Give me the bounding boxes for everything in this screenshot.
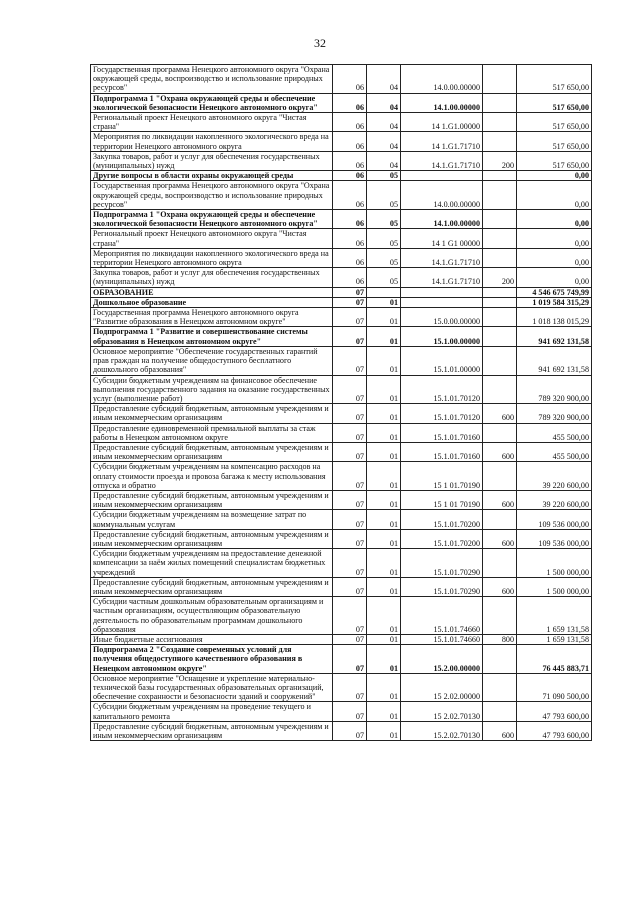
row-section: 06 (333, 171, 367, 181)
row-expense-type (483, 346, 517, 375)
row-section: 07 (333, 462, 367, 491)
row-amount: 47 793 600,00 (517, 721, 592, 740)
row-amount: 4 546 675 749,99 (517, 287, 592, 297)
row-target-article: 15.1.01.74660 (401, 634, 483, 644)
row-name: Предоставление субсидий бюджетным, автономным учреждениям и иным некоммерческим организациям (91, 529, 333, 548)
row-target-article (401, 297, 483, 307)
row-target-article (401, 287, 483, 297)
row-subsection (367, 287, 401, 297)
row-section: 06 (333, 268, 367, 287)
row-section: 07 (333, 490, 367, 509)
row-subsection: 05 (367, 171, 401, 181)
row-section: 07 (333, 597, 367, 635)
row-name: Закупка товаров, работ и услуг для обеспечения государственных (муниципальных) нужд (91, 268, 333, 287)
row-expense-type (483, 93, 517, 112)
row-expense-type: 600 (483, 529, 517, 548)
row-name: Основное мероприятие "Оснащение и укрепление материально-технической базы государственных образовательных организаций, обеспечение сохранности и безопасности зданий и сооружений" (91, 673, 333, 702)
row-section: 07 (333, 375, 367, 404)
table-row (91, 702, 592, 721)
row-subsection: 01 (367, 673, 401, 702)
row-amount: 517 650,00 (517, 113, 592, 132)
row-target-article: 15.1.01.70120 (401, 404, 483, 423)
row-target-article: 15.2.00.00000 (401, 645, 483, 674)
row-target-article: 15.1.01.70290 (401, 549, 483, 578)
row-subsection: 01 (367, 308, 401, 327)
row-amount: 517 650,00 (517, 151, 592, 170)
row-section: 06 (333, 65, 367, 94)
row-name: Предоставление субсидий бюджетным, автономным учреждениям и иным некоммерческим организациям (91, 490, 333, 509)
row-name: Дошкольное образование (91, 297, 333, 307)
row-subsection: 01 (367, 375, 401, 404)
row-target-article: 15.1.01.70200 (401, 529, 483, 548)
row-amount: 71 090 500,00 (517, 673, 592, 702)
table-row (91, 442, 592, 461)
row-section: 06 (333, 93, 367, 112)
row-name: Государственная программа Ненецкого автономного округа "Охрана окружающей среды, воспроизводство и использование природных ресурсов" (91, 65, 333, 94)
row-expense-type (483, 113, 517, 132)
row-section: 07 (333, 346, 367, 375)
row-expense-type: 600 (483, 577, 517, 596)
row-subsection: 01 (367, 442, 401, 461)
row-subsection: 01 (367, 404, 401, 423)
page-number: 32 (314, 36, 326, 50)
row-section: 06 (333, 151, 367, 170)
row-expense-type (483, 327, 517, 346)
row-name: Иные бюджетные ассигнования (91, 634, 333, 644)
row-subsection: 04 (367, 151, 401, 170)
row-subsection: 04 (367, 132, 401, 151)
row-target-article: 14 1 G1 00000 (401, 229, 483, 248)
row-section: 07 (333, 308, 367, 327)
row-name: Региональный проект Ненецкого автономного округа "Чистая страна" (91, 113, 333, 132)
row-amount: 455 500,00 (517, 423, 592, 442)
row-target-article: 14.0.00.00000 (401, 181, 483, 210)
row-expense-type (483, 65, 517, 94)
row-expense-type: 600 (483, 442, 517, 461)
row-subsection: 05 (367, 181, 401, 210)
row-subsection: 01 (367, 297, 401, 307)
table-row (91, 462, 592, 491)
row-amount: 1 019 584 315,29 (517, 297, 592, 307)
table-row (91, 375, 592, 404)
table-row (91, 308, 592, 327)
table-row (91, 229, 592, 248)
row-subsection: 01 (367, 462, 401, 491)
row-subsection: 01 (367, 423, 401, 442)
row-name: Закупка товаров, работ и услуг для обеспечения государственных (муниципальных) нужд (91, 151, 333, 170)
row-name: Предоставление субсидий бюджетным, автономным учреждениям и иным некоммерческим организациям (91, 404, 333, 423)
row-target-article: 15.2.02.70130 (401, 721, 483, 740)
row-subsection: 01 (367, 529, 401, 548)
row-target-article: 14.1.G1.71710 (401, 248, 483, 267)
row-name: Мероприятия по ликвидации накопленного экологического вреда на территории Ненецкого автономного округа (91, 248, 333, 267)
row-target-article: 15.1.01.70290 (401, 577, 483, 596)
row-amount: 789 320 900,00 (517, 404, 592, 423)
row-name: Субсидии частным дошкольным образовательным организациям и частным организациям, осуществляющим образовательную деятельность по образовательным программам дошкольного образования (91, 597, 333, 635)
row-subsection: 05 (367, 248, 401, 267)
row-target-article: 14.1.00.00000 (401, 210, 483, 229)
table-row (91, 210, 592, 229)
row-subsection: 01 (367, 490, 401, 509)
table-row (91, 287, 592, 297)
row-amount: 39 220 600,00 (517, 490, 592, 509)
row-section: 06 (333, 210, 367, 229)
row-subsection: 05 (367, 210, 401, 229)
row-expense-type (483, 510, 517, 529)
row-target-article: 14.1.G1.71710 (401, 151, 483, 170)
row-amount: 0,00 (517, 181, 592, 210)
row-subsection: 01 (367, 702, 401, 721)
row-expense-type: 200 (483, 151, 517, 170)
row-name: Другие вопросы в области охраны окружающей среды (91, 171, 333, 181)
row-target-article: 15 2.02.70130 (401, 702, 483, 721)
row-amount: 1 500 000,00 (517, 549, 592, 578)
row-section: 07 (333, 529, 367, 548)
table-row (91, 346, 592, 375)
row-section: 07 (333, 297, 367, 307)
row-subsection: 01 (367, 634, 401, 644)
row-name: Субсидии бюджетным учреждениям на компенсацию расходов на оплату стоимости проезда и провоза багажа к месту использования отпуска и обратно (91, 462, 333, 491)
table-row (91, 171, 592, 181)
row-expense-type (483, 308, 517, 327)
row-subsection: 05 (367, 229, 401, 248)
row-expense-type: 200 (483, 268, 517, 287)
budget-table (90, 64, 592, 741)
row-target-article: 15.1.01.70160 (401, 423, 483, 442)
row-expense-type (483, 248, 517, 267)
row-expense-type (483, 597, 517, 635)
row-amount: 0,00 (517, 268, 592, 287)
table-row (91, 510, 592, 529)
row-section: 07 (333, 549, 367, 578)
table-row (91, 181, 592, 210)
row-section: 07 (333, 577, 367, 596)
row-name: Субсидии бюджетным учреждениям на возмещение затрат по коммунальным услугам (91, 510, 333, 529)
row-target-article: 15.1.01.00000 (401, 346, 483, 375)
table-row (91, 597, 592, 635)
row-target-article: 15.1.01.70200 (401, 510, 483, 529)
row-subsection: 05 (367, 268, 401, 287)
row-section: 06 (333, 229, 367, 248)
row-name: Подпрограмма 1 "Охрана окружающей среды и обеспечение экологической безопасности Ненецкого автономного округа" (91, 93, 333, 112)
row-subsection: 01 (367, 645, 401, 674)
row-amount: 517 650,00 (517, 93, 592, 112)
row-subsection: 01 (367, 597, 401, 635)
row-amount: 0,00 (517, 229, 592, 248)
table-row (91, 490, 592, 509)
row-name: Субсидии бюджетным учреждениям на финансовое обеспечение выполнения государственного задания на оказание государственных услуг (выполнение работ) (91, 375, 333, 404)
row-subsection: 01 (367, 327, 401, 346)
row-subsection: 01 (367, 346, 401, 375)
row-amount: 109 536 000,00 (517, 510, 592, 529)
row-amount: 47 793 600,00 (517, 702, 592, 721)
table-row (91, 634, 592, 644)
row-target-article: 14.1.00.00000 (401, 93, 483, 112)
table-row (91, 113, 592, 132)
row-section: 07 (333, 327, 367, 346)
row-target-article: 14.0.00.00000 (401, 65, 483, 94)
row-expense-type (483, 297, 517, 307)
row-expense-type (483, 673, 517, 702)
row-target-article: 15.0.00.00000 (401, 308, 483, 327)
row-expense-type (483, 423, 517, 442)
row-amount: 76 445 883,71 (517, 645, 592, 674)
row-target-article: 15.1.01.70120 (401, 375, 483, 404)
row-subsection: 01 (367, 510, 401, 529)
row-expense-type (483, 462, 517, 491)
table-row (91, 248, 592, 267)
row-expense-type: 600 (483, 404, 517, 423)
row-target-article: 15 1 01 70190 (401, 490, 483, 509)
row-section: 07 (333, 510, 367, 529)
row-target-article: 15 2.02.00000 (401, 673, 483, 702)
row-subsection: 01 (367, 577, 401, 596)
row-amount: 517 650,00 (517, 132, 592, 151)
row-name: Региональный проект Ненецкого автономного округа "Чистая страна" (91, 229, 333, 248)
row-amount: 109 536 000,00 (517, 529, 592, 548)
row-amount: 1 659 131,58 (517, 634, 592, 644)
row-expense-type: 600 (483, 490, 517, 509)
row-name: ОБРАЗОВАНИЕ (91, 287, 333, 297)
row-section: 07 (333, 287, 367, 297)
row-target-article: 14 1.G1.00000 (401, 113, 483, 132)
row-name: Государственная программа Ненецкого автономного округа "Развитие образования в Ненецком автономном округе" (91, 308, 333, 327)
row-section: 06 (333, 248, 367, 267)
row-expense-type (483, 645, 517, 674)
row-expense-type (483, 375, 517, 404)
row-section: 07 (333, 702, 367, 721)
row-name: Предоставление субсидий бюджетным, автономным учреждениям и иным некоммерческим организациям (91, 721, 333, 740)
row-section: 06 (333, 113, 367, 132)
row-amount: 0,00 (517, 210, 592, 229)
table-row (91, 327, 592, 346)
row-target-article: 15.1.01.74660 (401, 597, 483, 635)
row-section: 07 (333, 645, 367, 674)
row-expense-type (483, 287, 517, 297)
table-row (91, 93, 592, 112)
row-amount: 0,00 (517, 248, 592, 267)
row-name: Основное мероприятие "Обеспечение государственных гарантий прав граждан на получение общедоступного бесплатного дошкольного образования" (91, 346, 333, 375)
row-target-article: 15.1.00.00000 (401, 327, 483, 346)
table-row (91, 423, 592, 442)
row-expense-type (483, 549, 517, 578)
row-subsection: 04 (367, 65, 401, 94)
row-amount: 0,00 (517, 171, 592, 181)
row-section: 07 (333, 673, 367, 702)
row-amount: 455 500,00 (517, 442, 592, 461)
table-row (91, 65, 592, 94)
row-amount: 39 220 600,00 (517, 462, 592, 491)
row-expense-type (483, 171, 517, 181)
row-amount: 941 692 131,58 (517, 346, 592, 375)
row-subsection: 04 (367, 113, 401, 132)
row-name: Государственная программа Ненецкого автономного округа "Охрана окружающей среды, воспроизводство и использование природных ресурсов" (91, 181, 333, 210)
table-row (91, 645, 592, 674)
row-expense-type: 800 (483, 634, 517, 644)
row-amount: 1 018 138 015,29 (517, 308, 592, 327)
row-name: Предоставление единовременной премиальной выплаты за стаж работы в Ненецком автономном округе (91, 423, 333, 442)
row-expense-type (483, 132, 517, 151)
table-row (91, 673, 592, 702)
table-row (91, 577, 592, 596)
table-row (91, 297, 592, 307)
table-row (91, 549, 592, 578)
row-name: Предоставление субсидий бюджетным, автономным учреждениям и иным некоммерческим организациям (91, 577, 333, 596)
row-expense-type: 600 (483, 721, 517, 740)
row-amount: 1 500 000,00 (517, 577, 592, 596)
row-section: 07 (333, 404, 367, 423)
row-subsection: 01 (367, 549, 401, 578)
row-section: 06 (333, 181, 367, 210)
row-name: Субсидии бюджетным учреждениям на проведение текущего и капитального ремонта (91, 702, 333, 721)
row-target-article: 14.1.G1.71710 (401, 268, 483, 287)
row-target-article (401, 171, 483, 181)
row-name: Подпрограмма 2 "Создание современных условий для получения общедоступного качественного образования в Ненецком автономном округе" (91, 645, 333, 674)
row-subsection: 04 (367, 93, 401, 112)
row-amount: 941 692 131,58 (517, 327, 592, 346)
table-row (91, 529, 592, 548)
row-section: 07 (333, 634, 367, 644)
row-expense-type (483, 210, 517, 229)
row-target-article: 15 1 01.70190 (401, 462, 483, 491)
row-subsection: 01 (367, 721, 401, 740)
row-section: 07 (333, 721, 367, 740)
row-section: 07 (333, 423, 367, 442)
row-name: Субсидии бюджетным учреждениям на предоставление денежной компенсации за наём жилых помещений специалистам бюджетных учреждений (91, 549, 333, 578)
row-expense-type (483, 181, 517, 210)
row-target-article: 15.1.01.70160 (401, 442, 483, 461)
table-row (91, 268, 592, 287)
row-name: Подпрограмма 1 "Охрана окружающей среды и обеспечение экологической безопасности Ненецкого автономного округа" (91, 210, 333, 229)
row-name: Подпрограмма 1 "Развитие и совершенствование системы образования в Ненецком автономном округе" (91, 327, 333, 346)
row-name: Предоставление субсидий бюджетным, автономным учреждениям и иным некоммерческим организациям (91, 442, 333, 461)
table-row (91, 721, 592, 740)
row-name: Мероприятия по ликвидации накопленного экологического вреда на территории Ненецкого автономного округа (91, 132, 333, 151)
row-expense-type (483, 702, 517, 721)
row-amount: 789 320 900,00 (517, 375, 592, 404)
table-row (91, 132, 592, 151)
row-expense-type (483, 229, 517, 248)
row-section: 06 (333, 132, 367, 151)
row-section: 07 (333, 442, 367, 461)
row-amount: 1 659 131,58 (517, 597, 592, 635)
table-row (91, 151, 592, 170)
table-row (91, 404, 592, 423)
row-amount: 517 650,00 (517, 65, 592, 94)
row-target-article: 14 1.G1.71710 (401, 132, 483, 151)
